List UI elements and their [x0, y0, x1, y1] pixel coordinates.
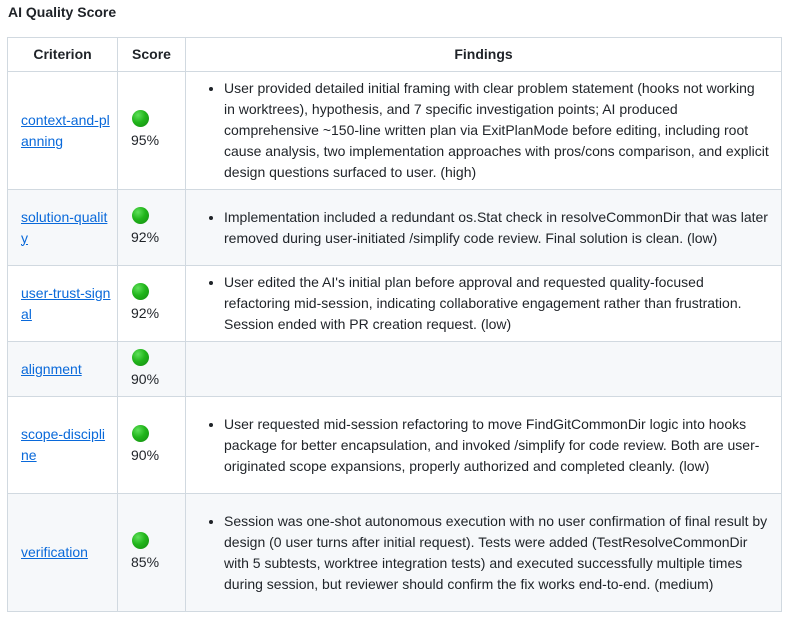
table-row: [8, 266, 782, 342]
score-value: 85%: [131, 554, 160, 570]
table-row: [8, 342, 782, 397]
score-value: 92%: [131, 305, 160, 321]
green-circle-icon: [132, 207, 149, 224]
section-title: AI Quality Score: [8, 4, 117, 20]
table-row: [8, 397, 782, 494]
criterion-link[interactable]: alignment: [21, 360, 82, 377]
criterion-link[interactable]: user-trust-signal: [21, 284, 111, 322]
table-header-row: [8, 38, 782, 72]
green-circle-icon: [132, 110, 149, 127]
finding-item: • User edited the AI's initial plan before approval and requested quality-focused refactoring mid-session, indicating collaborative engagement rather than frustration. Session ended with PR creation request. (low): [224, 272, 769, 335]
table-row: [8, 72, 782, 190]
finding-item: • User requested mid-session refactoring to move FindGitCommonDir logic into hooks package for better encapsulation, and invoked /simplify for code review. Both are user-originated scope expansions, properly authorized and completed cleanly. (low): [224, 414, 769, 477]
findings-list: [204, 78, 769, 183]
finding-item: • User provided detailed initial framing with clear problem statement (hooks not working in worktrees), hypothesis, and 7 specific investigation points; AI produced comprehensive ~150-line written plan via ExitPlanMode before editing, including root cause analysis, two implementation approaches with pros/cons comparison, and explicit design questions surfaced to user. (high): [224, 78, 769, 183]
green-circle-icon: [132, 283, 149, 300]
criterion-link[interactable]: verification: [21, 544, 88, 560]
findings-list: [204, 207, 769, 249]
column-header-criterion: Criterion: [8, 38, 118, 72]
criterion-link[interactable]: context-and-planning: [21, 111, 110, 149]
table-row: [8, 190, 782, 266]
findings-list: [204, 272, 769, 335]
criterion-link[interactable]: solution-quality: [21, 208, 108, 246]
findings-empty: [186, 342, 782, 397]
green-circle-icon: [132, 532, 149, 549]
finding-item: • Session was one-shot autonomous execution with no user confirmation of final result by design (0 user turns after initial request). Tests were added (TestResolveCommonDir with 5 subtests, worktree integration tests) and executed successfully multiple times during session, but reviewer should confirm the fix works end-to-end. (medium): [224, 511, 769, 595]
table-row: [8, 494, 782, 612]
score-value: 90%: [131, 446, 160, 463]
findings-list: [204, 511, 769, 595]
green-circle-icon: [132, 349, 149, 366]
green-circle-icon: [132, 425, 149, 442]
column-header-score: Score: [118, 38, 186, 72]
quality-score-table: [7, 37, 782, 612]
criterion-link[interactable]: scope-discipline: [21, 426, 106, 463]
score-value: 95%: [131, 132, 160, 148]
finding-item: • Implementation included a redundant os.Stat check in resolveCommonDir that was later removed during user-initiated /simplify code review. Final solution is clean. (low): [224, 207, 769, 249]
findings-list: [204, 414, 769, 477]
score-value: 92%: [131, 229, 160, 245]
score-value: 90%: [131, 370, 160, 387]
column-header-findings: Findings: [186, 38, 782, 72]
